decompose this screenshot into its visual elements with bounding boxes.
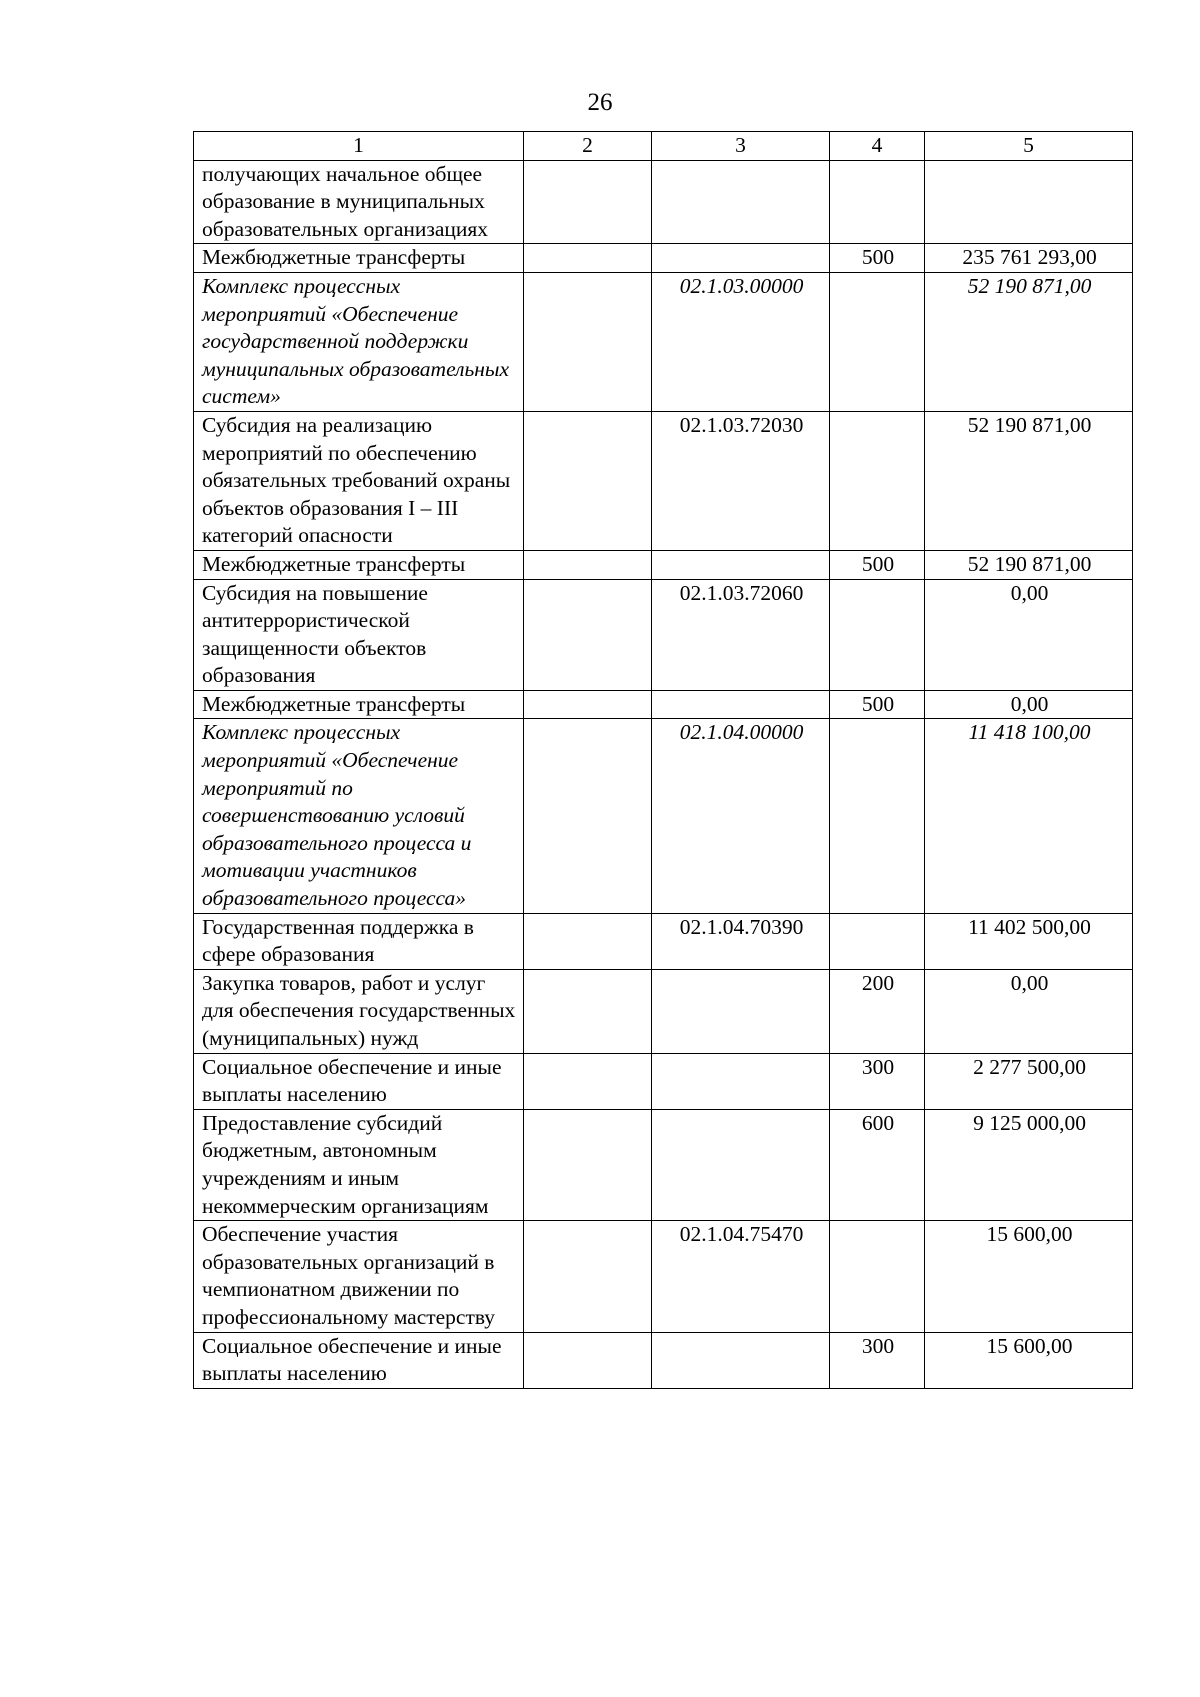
- row-col2-cell: [524, 411, 652, 550]
- row-col2-cell: [524, 690, 652, 719]
- row-amount-cell: [925, 160, 1133, 244]
- row-type-cell: [830, 719, 925, 913]
- row-name-cell: Межбюджетные трансферты: [194, 690, 524, 719]
- row-code-cell: 02.1.03.72030: [652, 411, 830, 550]
- row-type-cell: [830, 411, 925, 550]
- row-type-cell: [830, 272, 925, 411]
- table-row: [194, 244, 1133, 273]
- row-type-cell: 300: [830, 1053, 925, 1109]
- row-col2-cell: [524, 272, 652, 411]
- table-header-row: [194, 132, 1133, 161]
- row-name-cell: Социальное обеспечение и иные выплаты населению: [194, 1053, 524, 1109]
- row-col2-cell: [524, 969, 652, 1053]
- table-row: [194, 1109, 1133, 1220]
- budget-table: [193, 131, 1133, 1389]
- table-body: [194, 160, 1133, 1388]
- row-amount-cell: 0,00: [925, 690, 1133, 719]
- row-amount-cell: 52 190 871,00: [925, 272, 1133, 411]
- row-name-cell: Государственная поддержка в сфере образования: [194, 913, 524, 969]
- row-code-cell: [652, 244, 830, 273]
- table-row: [194, 1332, 1133, 1388]
- row-name-cell: Социальное обеспечение и иные выплаты населению: [194, 1332, 524, 1388]
- row-code-cell: 02.1.04.70390: [652, 913, 830, 969]
- row-col2-cell: [524, 579, 652, 690]
- row-type-cell: 300: [830, 1332, 925, 1388]
- row-amount-cell: 2 277 500,00: [925, 1053, 1133, 1109]
- row-col2-cell: [524, 1109, 652, 1220]
- row-code-cell: [652, 969, 830, 1053]
- row-type-cell: [830, 579, 925, 690]
- column-header-1: 1: [194, 132, 524, 161]
- table-row: [194, 719, 1133, 913]
- row-type-cell: [830, 1221, 925, 1332]
- table-row: [194, 160, 1133, 244]
- row-type-cell: [830, 913, 925, 969]
- row-name-cell: Субсидия на реализацию мероприятий по обеспечению обязательных требований охраны объектов образования I – III категорий опасности: [194, 411, 524, 550]
- row-name-cell: Межбюджетные трансферты: [194, 550, 524, 579]
- row-type-cell: 200: [830, 969, 925, 1053]
- row-code-cell: [652, 160, 830, 244]
- table-row: [194, 272, 1133, 411]
- column-header-2: 2: [524, 132, 652, 161]
- table-row: [194, 1053, 1133, 1109]
- row-name-cell: Обеспечение участия образовательных организаций в чемпионатном движении по профессиональному мастерству: [194, 1221, 524, 1332]
- row-amount-cell: 11 418 100,00: [925, 719, 1133, 913]
- row-amount-cell: 235 761 293,00: [925, 244, 1133, 273]
- table-row: [194, 690, 1133, 719]
- row-name-cell: Предоставление субсидий бюджетным, автономным учреждениям и иным некоммерческим организациям: [194, 1109, 524, 1220]
- row-code-cell: 02.1.04.00000: [652, 719, 830, 913]
- row-name-cell: Межбюджетные трансферты: [194, 244, 524, 273]
- row-col2-cell: [524, 719, 652, 913]
- row-col2-cell: [524, 1221, 652, 1332]
- row-col2-cell: [524, 1332, 652, 1388]
- row-code-cell: [652, 550, 830, 579]
- row-amount-cell: 15 600,00: [925, 1221, 1133, 1332]
- row-name-cell: Комплекс процессных мероприятий «Обеспечение мероприятий по совершенствованию условий образовательного процесса и мотивации участников образовательного процесса»: [194, 719, 524, 913]
- row-type-cell: 500: [830, 244, 925, 273]
- table-row: [194, 579, 1133, 690]
- row-amount-cell: 52 190 871,00: [925, 411, 1133, 550]
- row-type-cell: 600: [830, 1109, 925, 1220]
- row-name-cell: Комплекс процессных мероприятий «Обеспечение государственной поддержки муниципальных образовательных систем»: [194, 272, 524, 411]
- row-amount-cell: 0,00: [925, 579, 1133, 690]
- table-row: [194, 969, 1133, 1053]
- row-amount-cell: 9 125 000,00: [925, 1109, 1133, 1220]
- row-type-cell: [830, 160, 925, 244]
- row-col2-cell: [524, 550, 652, 579]
- column-header-3: 3: [652, 132, 830, 161]
- row-col2-cell: [524, 1053, 652, 1109]
- row-amount-cell: 0,00: [925, 969, 1133, 1053]
- row-code-cell: [652, 1109, 830, 1220]
- row-col2-cell: [524, 913, 652, 969]
- row-code-cell: [652, 1332, 830, 1388]
- row-amount-cell: 52 190 871,00: [925, 550, 1133, 579]
- row-code-cell: [652, 1053, 830, 1109]
- row-amount-cell: 15 600,00: [925, 1332, 1133, 1388]
- row-code-cell: 02.1.03.72060: [652, 579, 830, 690]
- table-row: [194, 913, 1133, 969]
- row-amount-cell: 11 402 500,00: [925, 913, 1133, 969]
- row-type-cell: 500: [830, 550, 925, 579]
- row-name-cell: Закупка товаров, работ и услуг для обеспечения государственных (муниципальных) нужд: [194, 969, 524, 1053]
- row-col2-cell: [524, 244, 652, 273]
- column-header-4: 4: [830, 132, 925, 161]
- row-code-cell: [652, 690, 830, 719]
- table-row: [194, 550, 1133, 579]
- row-type-cell: 500: [830, 690, 925, 719]
- page-number: 26: [587, 89, 613, 116]
- row-name-cell: Субсидия на повышение антитеррористической защищенности объектов образования: [194, 579, 524, 690]
- row-code-cell: 02.1.04.75470: [652, 1221, 830, 1332]
- column-header-5: 5: [925, 132, 1133, 161]
- row-code-cell: 02.1.03.00000: [652, 272, 830, 411]
- row-name-cell: получающих начальное общее образование в муниципальных образовательных организациях: [194, 160, 524, 244]
- table-row: [194, 1221, 1133, 1332]
- table-row: [194, 411, 1133, 550]
- row-col2-cell: [524, 160, 652, 244]
